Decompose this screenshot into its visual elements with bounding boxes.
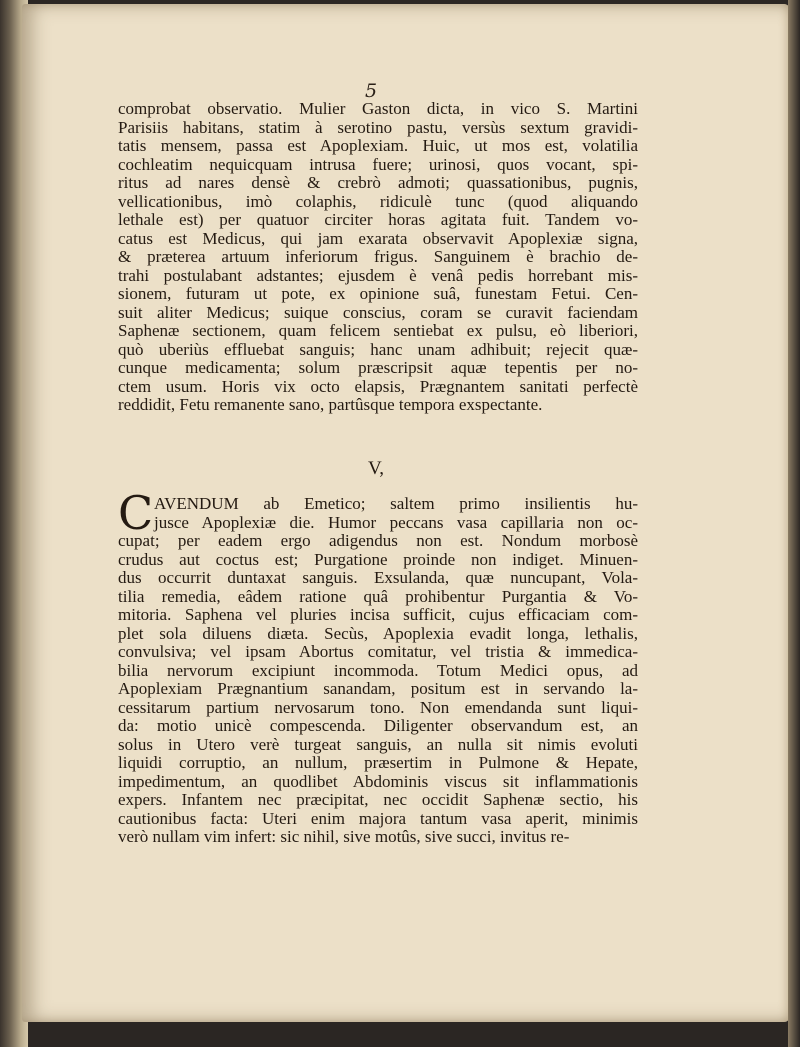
text-line: cupat; per eadem ergo adigendus non est. Nondum morbosè bbox=[118, 532, 638, 550]
drop-cap: C bbox=[118, 486, 154, 540]
text-line: mitoria. Saphena vel pluries incisa sufficit, cujus efficaciam com- bbox=[118, 606, 638, 624]
text-line: expers. Infantem nec præcipitat, nec occidit Saphenæ sectio, his bbox=[118, 791, 638, 809]
text-line: Parisiis habitans, statim à serotino pastu, versùs sextum gravidi- bbox=[118, 118, 638, 137]
text-line: bilia nervorum excipiunt incommoda. Totum Medici opus, ad bbox=[118, 661, 638, 680]
text-line: ritus ad nares densè & crebrò admoti; quassationibus, pugnis, bbox=[118, 174, 638, 192]
text-line: cautionibus facta: Uteri enim majora tantum vasa aperit, minimis bbox=[118, 809, 638, 828]
text-line: convulsiva; vel ipsam Abortus comitatur, vel tristia & immedica- bbox=[118, 643, 638, 661]
text-line: AVENDUM ab Emetico; saltem primo insilientis hu- bbox=[154, 495, 638, 513]
text-line: Apoplexiam Prægnantium sanandam, positum est in servando la- bbox=[118, 680, 638, 698]
text-line: cunque medicamenta; solum præscripsit aquæ tepentis per no- bbox=[118, 359, 638, 377]
text-line: quò uberiùs effluebat sanguis; hanc unam adhibuit; rejecit quæ- bbox=[118, 340, 638, 359]
text-line: reddidit, Fetu remanente sano, partûsque tempora exspectante. bbox=[118, 396, 543, 414]
text-line: trahi postulabant adstantes; ejusdem è venâ pedis horrebant mis- bbox=[118, 266, 638, 285]
text-line: tilia remedia, eâdem ratione quâ prohibentur Purgantia & Vo- bbox=[118, 587, 638, 606]
text-line: solus in Utero verè turgeat sanguis, an nulla sit nimis evoluti bbox=[118, 735, 638, 754]
paragraph-observation bbox=[118, 100, 638, 415]
text-line: liquidi corruptio, an nullum, præsertim in Pulmone & Hepate, bbox=[118, 754, 638, 772]
text-line: crudus aut coctus est; Purgatione proinde non indiget. Minuen- bbox=[118, 550, 638, 569]
text-line: sionem, futuram ut pote, ex opinione suâ, funestam Fetui. Cen- bbox=[118, 285, 638, 303]
text-line: ctem usum. Horis vix octo elapsis, Prægnantem sanitati perfectè bbox=[118, 377, 638, 396]
section-heading: V, bbox=[368, 458, 385, 479]
text-line: lethale est) per quatuor circiter horas agitata fuit. Tandem vo- bbox=[118, 211, 638, 229]
text-line: suit aliter Medicus; suique conscius, coram se curavit faciendam bbox=[118, 303, 638, 322]
paragraph-cavendum bbox=[118, 486, 638, 847]
text-line: da: motio unicè compescenda. Diligenter observandum est, an bbox=[118, 717, 638, 735]
text-line: plet sola diluens diæta. Secùs, Apoplexia evadit longa, lethalis, bbox=[118, 624, 638, 643]
text-line: Saphenæ sectionem, quam felicem sentiebat ex pulsu, eò liberiori, bbox=[118, 322, 638, 340]
text-line: catus est Medicus, qui jam exarata observavit Apoplexiæ signa, bbox=[118, 229, 638, 248]
text-line: cessitarum partium nervosarum tono. Non emendanda sunt liqui- bbox=[118, 698, 638, 717]
text-line: & præterea artuum inferiorum frigus. Sanguinem è brachio de- bbox=[118, 248, 638, 266]
text-line: dus occurrit duntaxat sanguis. Exsulanda, quæ nuncupant, Vola- bbox=[118, 569, 638, 587]
text-line: verò nullam vim infert: sic nihil, sive motûs, sive succi, invitus re- bbox=[118, 828, 570, 846]
text-line: impedimentum, an quodlibet Abdominis viscus sit inflammationis bbox=[118, 772, 638, 791]
text-line: comprobat observatio. Mulier Gaston dicta, in vico S. Martini bbox=[118, 100, 638, 118]
text-line: cochleatim nequicquam intrusa fuere; urinosi, quos vocant, spi- bbox=[118, 155, 638, 174]
page-edge bbox=[788, 0, 800, 1047]
page-number: 5 bbox=[365, 80, 378, 102]
text-line: tatis mensem, passa est Apoplexiam. Huic, ut mos est, volatilia bbox=[118, 137, 638, 155]
text-line: jusce Apoplexiæ die. Humor peccans vasa capillaria non oc- bbox=[154, 513, 638, 532]
text-line: vellicationibus, imò colaphis, ridiculè tunc (quod aliquando bbox=[118, 192, 638, 211]
